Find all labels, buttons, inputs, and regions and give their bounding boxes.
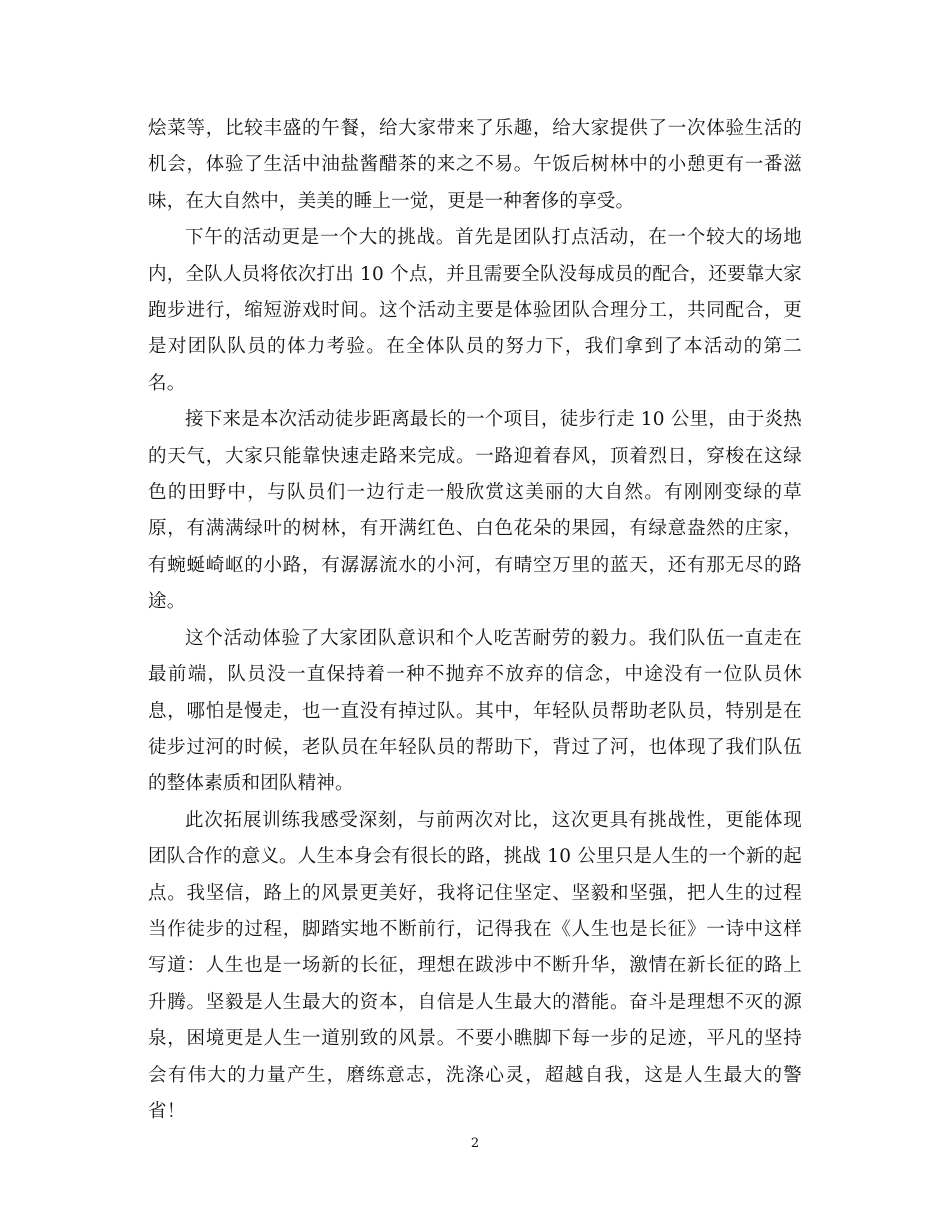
paragraph-3: 接下来是本次活动徒步距离最长的一个项目，徒步行走 10 公里，由于炎热的天气，大家只能靠快速走路来完成。一路迎着春风，顶着烈日，穿梭在这绿色的田野中，与队员们一边行走一般欣赏这美丽的大自然。有刚刚变绿的草原，有满满绿叶的树林，有开满红色、白色花朵的果园，有绿意盎然的庄家，有蜿蜒崎岖的小路，有潺潺流水的小河，有晴空万里的蓝天，还有那无尽的路途。 bbox=[148, 409, 802, 613]
page-number: 2 bbox=[470, 1136, 480, 1151]
paragraph-4: 这个活动体验了大家团队意识和个人吃苦耐劳的毅力。我们队伍一直走在最前端，队员没一直保持着一种不抛弃不放弃的信念，中途没有一位队员休息，哪怕是慢走，也一直没有掉过队。其中，年轻队员帮助老队员，特别是在徒步过河的时候，老队员在年轻队员的帮助下，背过了河，也体现了我们队伍的整体素质和团队精神。 bbox=[148, 627, 802, 795]
body-text bbox=[148, 111, 802, 1130]
paragraph-2: 下午的活动更是一个大的挑战。首先是团队打点活动，在一个较大的场地内，全队人员将依次打出 10 个点，并且需要全队没每成员的配合，还要靠大家跑步进行，缩短游戏时间。这个活动主要是体验团队合理分工，共同配合，更是对团队队员的体力考验。在全体队员的努力下，我们拿到了本活动的第二名。 bbox=[148, 227, 802, 394]
paragraph-5: 此次拓展训练我感受深刻，与前两次对比，这次更具有挑战性，更能体现团队合作的意义。人生本身会有很长的路，挑战 10 公里只是人生的一个新的起点。我坚信，路上的风景更美好，我将记住坚定、坚毅和坚强，把人生的过程当作徒步的过程，脚踏实地不断前行，记得我在《人生也是长征》一诗中这样写道：人生也是一场新的长征，理想在跋涉中不断升华，激情在新长征的路上升腾。坚毅是人生最大的资本，自信是人生最大的潜能。奋斗是理想不灭的源泉，困境更是人生一道别致的风景。不要小瞧脚下每一步的足迹，平凡的坚持会有伟大的力量产生，磨练意志，洗涤心灵，超越自我，这是人生最大的警省！ bbox=[148, 809, 802, 1122]
paragraph-1: 烩菜等，比较丰盛的午餐，给大家带来了乐趣，给大家提供了一次体验生活的机会，体验了生活中油盐酱醋茶的来之不易。午饭后树林中的小憩更有一番滋味，在大自然中，美美的睡上一觉，更是一种奢侈的享受。 bbox=[148, 118, 802, 212]
